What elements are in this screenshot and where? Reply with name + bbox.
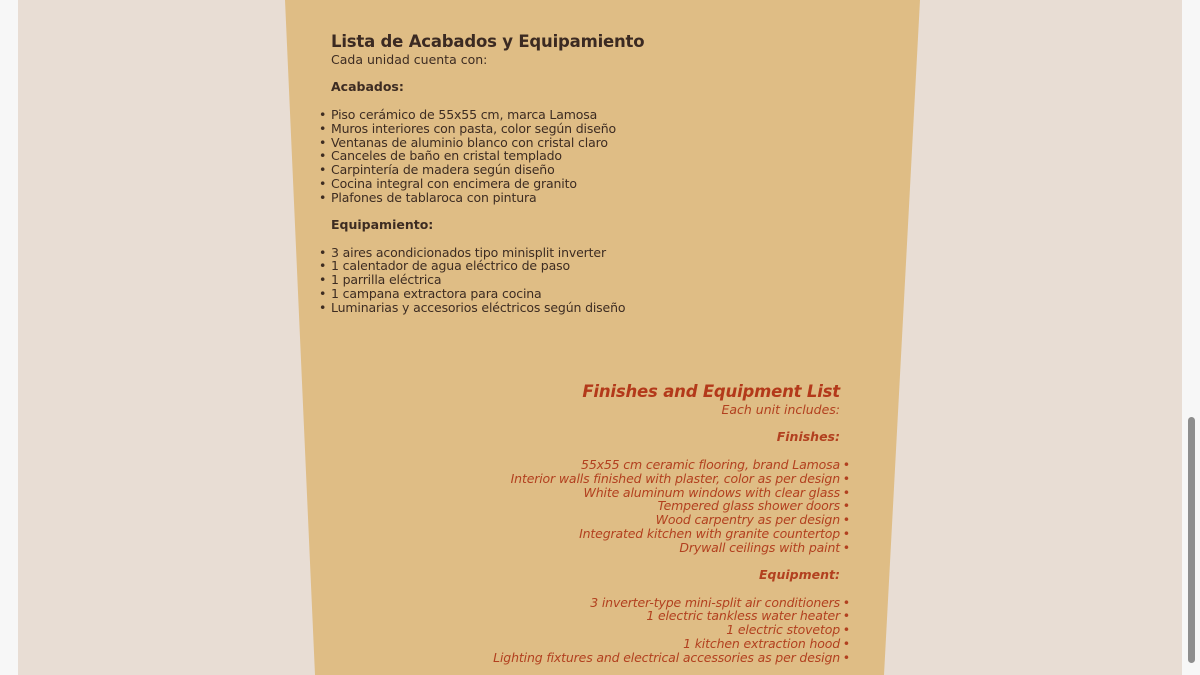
- list-item: 3 inverter-type mini-split air conditioners •: [460, 596, 840, 610]
- list-item: Integrated kitchen with granite countertop •: [460, 527, 840, 541]
- list-item: 55x55 cm ceramic flooring, brand Lamosa •: [460, 458, 840, 472]
- english-equipment-list: [460, 596, 840, 665]
- list-item: • Piso cerámico de 55x55 cm, marca Lamosa: [331, 108, 851, 122]
- english-finishes-list: [460, 458, 840, 555]
- list-item: • 1 campana extractora para cocina: [331, 287, 851, 301]
- list-item: 1 kitchen extraction hood •: [460, 637, 840, 651]
- list-item: Wood carpentry as per design •: [460, 513, 840, 527]
- list-item: • Plafones de tablaroca con pintura: [331, 191, 851, 205]
- list-item: 1 electric tankless water heater •: [460, 609, 840, 623]
- spanish-finishes-heading: Acabados:: [331, 79, 404, 94]
- english-title: Finishes and Equipment List: [582, 382, 840, 401]
- spanish-equipment-list: [331, 246, 851, 315]
- english-subtitle: Each unit includes:: [721, 402, 840, 417]
- spanish-title: Lista de Acabados y Equipamiento: [331, 32, 645, 51]
- list-item: • Luminarias y accesorios eléctricos según diseño: [331, 301, 851, 315]
- english-equipment-heading: Equipment:: [759, 566, 840, 582]
- english-finishes-heading: Finishes:: [776, 429, 840, 444]
- list-item: • Canceles de baño en cristal templado: [331, 149, 851, 163]
- spanish-equipment-heading: Equipamiento:: [331, 216, 434, 232]
- list-item: • Carpintería de madera según diseño: [331, 163, 851, 177]
- list-item: • Cocina integral con encimera de granito: [331, 177, 851, 191]
- list-item: • 1 calentador de agua eléctrico de paso: [331, 259, 851, 273]
- spanish-section: [331, 31, 851, 315]
- list-item: Tempered glass shower doors •: [460, 499, 840, 513]
- english-section: [460, 381, 840, 665]
- list-item: Drywall ceilings with paint •: [460, 541, 840, 555]
- list-item: Lighting fixtures and electrical accessories as per design •: [460, 651, 840, 665]
- list-item: • 1 parrilla eléctrica: [331, 273, 851, 287]
- spanish-subtitle: Cada unidad cuenta con:: [331, 52, 488, 67]
- list-item: • Ventanas de aluminio blanco con cristal claro: [331, 136, 851, 150]
- list-item: White aluminum windows with clear glass •: [460, 486, 840, 500]
- list-item: Interior walls finished with plaster, color as per design •: [460, 472, 840, 486]
- list-item: 1 electric stovetop •: [460, 623, 840, 637]
- list-item: • Muros interiores con pasta, color según diseño: [331, 122, 851, 136]
- spanish-finishes-list: [331, 108, 851, 205]
- list-item: • 3 aires acondicionados tipo minisplit inverter: [331, 246, 851, 260]
